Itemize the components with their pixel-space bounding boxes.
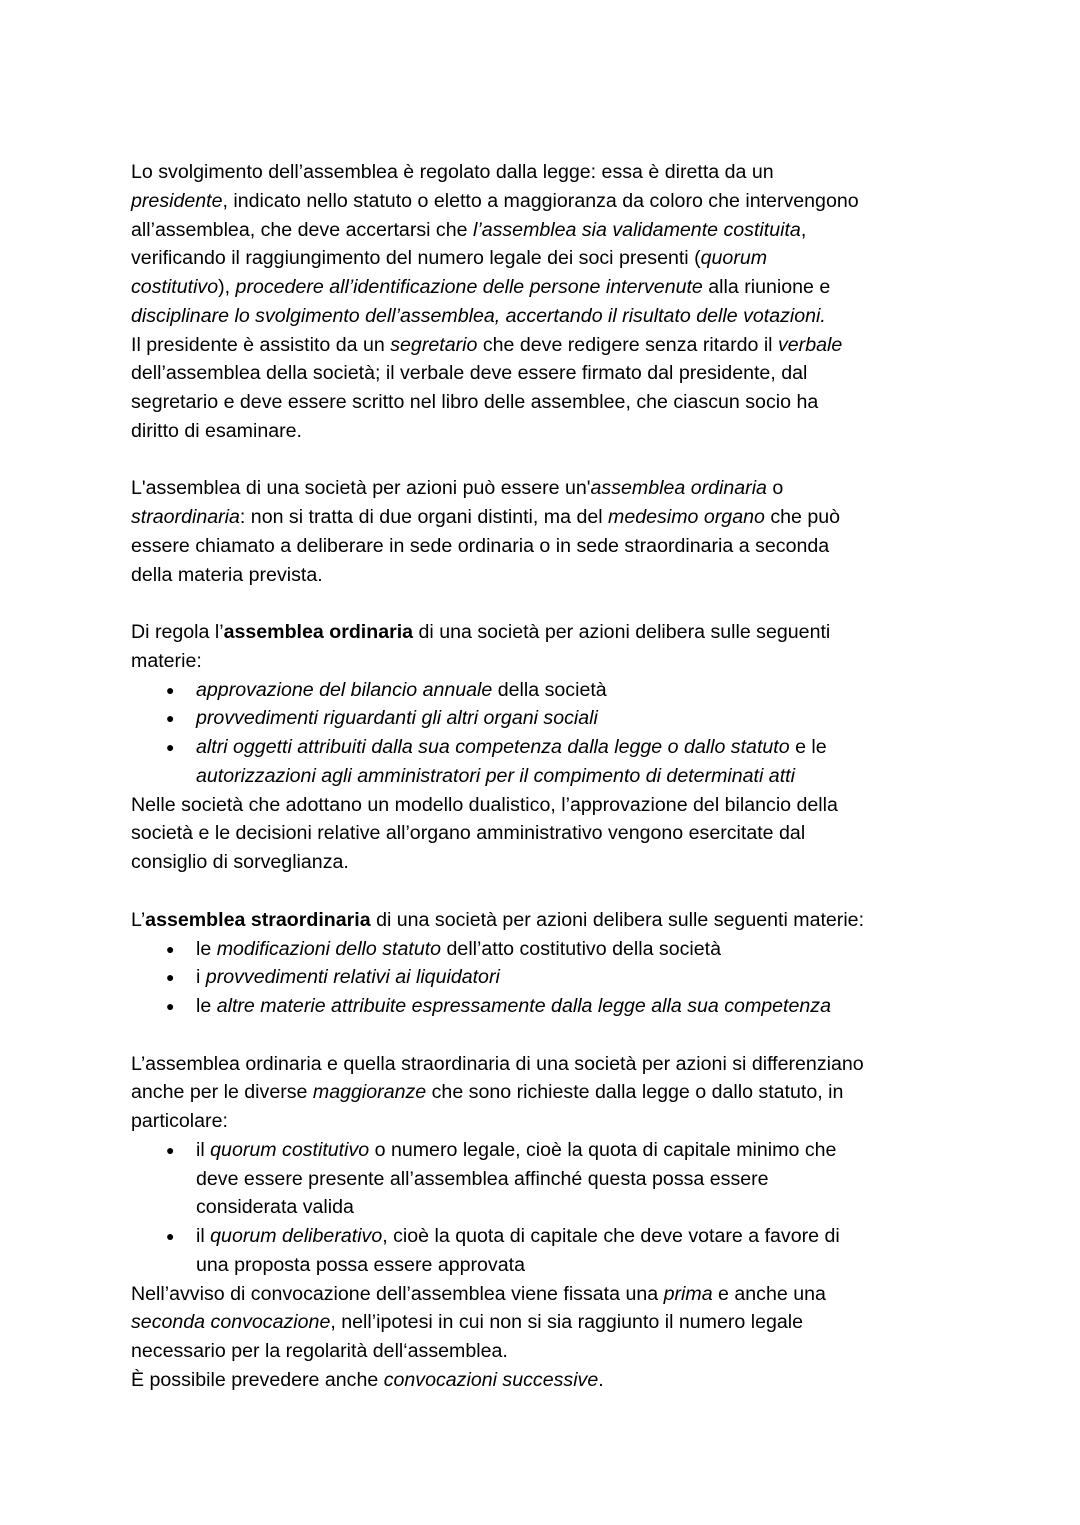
italic-text: quorum	[700, 247, 768, 270]
text: Nell’avviso di convocazione dell’assemblea viene fissata una	[131, 1282, 664, 1305]
text: che può	[764, 506, 841, 529]
text-line	[196, 1167, 769, 1191]
text-line	[131, 419, 302, 443]
text: che sono richieste dalla legge o dallo statuto, in	[426, 1081, 844, 1104]
italic-text: prima	[663, 1282, 713, 1305]
italic-text: convocazioni successive	[383, 1368, 599, 1391]
text: Lo svolgimento dell’assemblea è regolato dalla legge: essa è diretta da un	[131, 161, 774, 183]
text-line	[131, 1310, 803, 1334]
italic-text: modificazioni dello statuto	[216, 937, 442, 960]
text: i	[196, 966, 206, 989]
text: della società	[492, 678, 607, 701]
text: L'assemblea di una società per azioni può essere un'	[131, 477, 591, 500]
text: .	[598, 1368, 604, 1391]
text: consiglio di sorveglianza.	[131, 851, 349, 874]
text-line	[131, 1339, 508, 1363]
italic-text: provvedimenti relativi ai liquidatori	[205, 966, 500, 989]
italic-text: verbale	[777, 333, 843, 356]
text-line	[131, 1109, 228, 1133]
text: ,	[800, 218, 807, 241]
text-line	[131, 1080, 843, 1104]
italic-text: assemblea ordinaria	[590, 477, 767, 500]
italic-text: altri oggetti attribuiti dalla sua competenza dalla legge o dallo statuto	[196, 736, 790, 759]
text: diritto di esaminare.	[131, 419, 302, 442]
text-line	[131, 649, 202, 673]
text: Il presidente è assistito da un	[131, 333, 391, 356]
text: società e le decisioni relative all’organo amministrativo vengono esercitate dal	[131, 822, 806, 845]
text: le	[196, 937, 217, 960]
text: , nell’ipotesi in cui non si sia raggiunto il numero legale	[330, 1311, 804, 1334]
italic-text: quorum deliberativo	[210, 1225, 383, 1248]
bullet-icon: ●	[166, 1228, 175, 1245]
text: verificando il raggiungimento del numero legale dei soci presenti (	[131, 247, 701, 270]
bullet-icon: ●	[166, 710, 175, 727]
bullet-item	[166, 1224, 840, 1248]
italic-text: quorum costitutivo	[210, 1138, 370, 1161]
bullet-item	[166, 994, 831, 1018]
text-line	[131, 505, 840, 529]
text-line	[131, 563, 323, 587]
bullet-icon: ●	[166, 739, 175, 756]
text: essere chiamato a deliberare in sede ordinaria o in sede straordinaria a seconda	[131, 534, 830, 557]
italic-text: costitutivo	[131, 276, 219, 299]
bold-text: assemblea ordinaria	[223, 621, 414, 644]
text: e anche una	[712, 1282, 826, 1305]
text: il	[196, 1138, 211, 1161]
text: anche per le diverse	[131, 1081, 313, 1104]
italic-text: autorizzazioni agli amministratori per il compimento di determinati atti	[196, 764, 795, 787]
text: e le	[789, 736, 827, 759]
text: L’assemblea ordinaria e quella straordinaria di una società per azioni si differenziano	[131, 1052, 864, 1075]
text-line	[131, 1368, 604, 1392]
bullet-icon: ●	[166, 1141, 175, 1158]
italic-text: presidente	[131, 189, 223, 212]
bullet-item	[166, 937, 721, 961]
italic-text: provvedimenti riguardanti gli altri organi sociali	[196, 707, 598, 730]
text: deve essere presente all’assemblea affinché questa possa essere	[196, 1167, 769, 1190]
bullet-icon: ●	[166, 681, 175, 698]
bullet-item	[166, 1138, 837, 1162]
text-line	[196, 764, 795, 788]
text: dell’assemblea della società; il verbale deve essere firmato dal presidente, dal	[131, 362, 808, 385]
text: , indicato nello statuto o eletto a maggioranza da coloro che intervengono	[222, 189, 859, 212]
text: L’	[131, 908, 146, 931]
text: particolare:	[131, 1110, 228, 1133]
text: di una società per azioni delibera sulle seguenti materie:	[370, 908, 865, 931]
bullet-item	[166, 735, 827, 759]
bullet-item	[166, 706, 598, 730]
text-line	[131, 390, 818, 414]
text: alla riunione e	[702, 276, 831, 299]
bullet-icon: ●	[166, 969, 175, 986]
text: della materia prevista.	[131, 563, 323, 586]
text: o	[766, 477, 784, 500]
italic-text: disciplinare lo svolgimento dell’assemblea, accertando il risultato delle votazioni.	[131, 304, 826, 327]
text: , cioè la quota di capitale che deve votare a favore di	[382, 1225, 840, 1248]
bullet-icon: ●	[166, 940, 175, 957]
italic-text: procedere all’identificazione delle persone intervenute	[235, 276, 703, 299]
text: materie:	[131, 649, 202, 672]
text-line	[196, 1195, 354, 1219]
text-line	[131, 361, 807, 385]
italic-text: approvazione del bilancio annuale	[196, 678, 493, 701]
text-line	[131, 908, 864, 932]
text: una proposta possa essere approvata	[196, 1253, 525, 1276]
text: segretario e deve essere scritto nel libro delle assemblee, che ciascun socio ha	[131, 391, 819, 414]
text-line	[131, 821, 805, 845]
text-line	[131, 1052, 864, 1076]
text-line	[131, 1282, 826, 1306]
text: È possibile prevedere anche	[131, 1368, 384, 1391]
text: di una società per azioni delibera sulle seguenti	[413, 621, 831, 644]
italic-text: seconda convocazione	[131, 1311, 331, 1334]
text-line	[131, 275, 830, 299]
text-line	[131, 476, 783, 500]
bullet-item	[166, 678, 607, 702]
text: Di regola l’	[131, 621, 224, 644]
text: ),	[218, 276, 236, 299]
italic-text: maggioranze	[312, 1081, 427, 1104]
text-line	[131, 793, 838, 817]
text-line	[131, 189, 859, 213]
italic-text: straordinaria	[131, 506, 240, 529]
italic-text: medesimo organo	[608, 506, 765, 529]
italic-text: altre materie attribuite espressamente dalla legge alla sua competenza	[216, 995, 831, 1018]
text: dell’atto costitutivo della società	[441, 937, 721, 960]
italic-text: l’assemblea sia validamente costituita	[472, 218, 801, 241]
bold-text: assemblea straordinaria	[145, 908, 371, 931]
italic-text: segretario	[390, 333, 478, 356]
text: il	[196, 1225, 211, 1248]
bullet-icon: ●	[166, 998, 175, 1015]
text-line	[131, 850, 349, 874]
text: o numero legale, cioè la quota di capitale minimo che	[369, 1138, 837, 1161]
text-line	[131, 218, 806, 242]
text: considerata valida	[196, 1196, 354, 1219]
text-line	[131, 160, 774, 184]
text: Nelle società che adottano un modello dualistico, l’approvazione del bilancio della	[131, 793, 838, 816]
text-line	[131, 304, 826, 328]
text: le	[196, 995, 217, 1018]
text: che deve redigere senza ritardo il	[477, 333, 778, 356]
text-line	[131, 246, 767, 270]
text: : non si tratta di due organi distinti, ma del	[239, 506, 609, 529]
text: necessario per la regolarità dell‘assemblea.	[131, 1340, 508, 1363]
bullet-item	[166, 965, 500, 989]
text-line	[131, 620, 830, 644]
text-line	[196, 1253, 525, 1277]
text-line	[131, 534, 829, 558]
text-line	[131, 333, 842, 357]
text: all’assemblea, che deve accertarsi che	[131, 218, 473, 241]
